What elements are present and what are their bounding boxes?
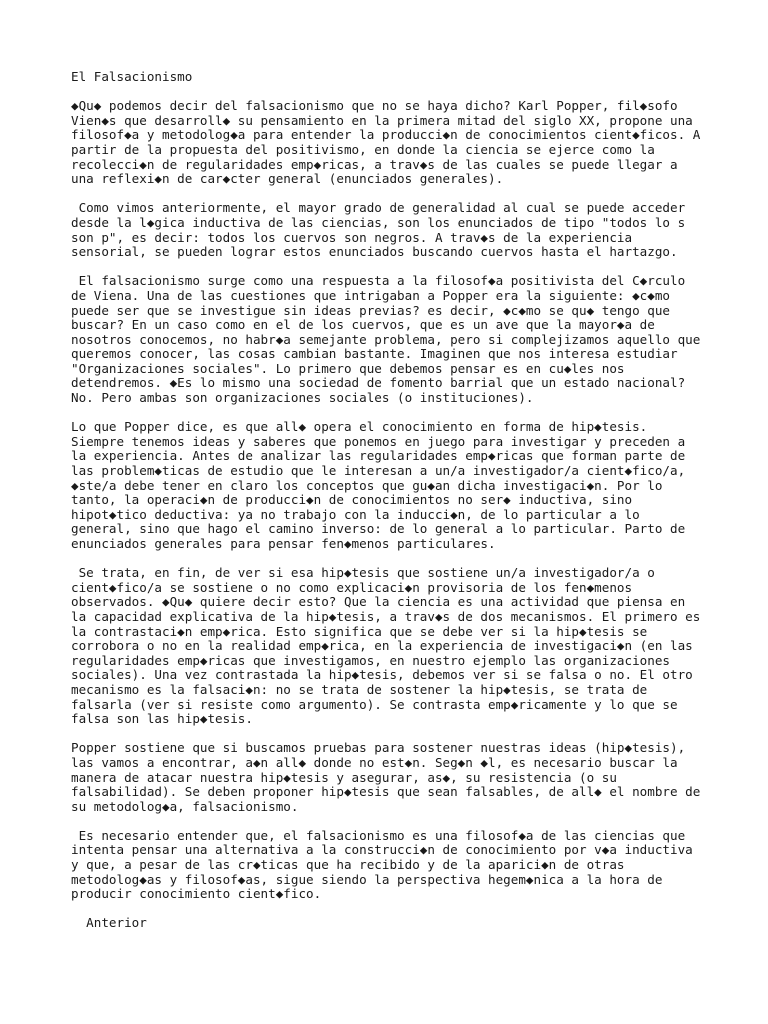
paragraph-line: de Viena. Una de las cuestiones que intrigaban a Popper era la siguiente: ◆c◆mo xyxy=(71,287,670,303)
paragraph-line: metodolog◆as y filosof◆as, sigue siendo la perspectiva hegem◆nica a la hora de xyxy=(71,871,663,887)
paragraph-line: intenta pensar una alternativa a la construcci◆n de conocimiento por v◆a inductiva xyxy=(71,842,693,858)
paragraph-line: nosotros conocemos, no habr◆a semejante problema, pero si complejizamos aquello que xyxy=(71,331,701,347)
paragraph-line: Es necesario entender que, el falsacionismo es una filosof◆a de las ciencias que xyxy=(71,827,686,843)
paragraph-line: son p", es decir: todos los cuervos son negros. A trav◆s de la experiencia xyxy=(71,229,633,245)
paragraph-line: Se trata, en fin, de ver si esa hip◆tesis que sostiene un/a investigador/a o xyxy=(71,565,655,581)
spacer xyxy=(71,727,711,742)
spacer xyxy=(71,902,711,917)
paragraph-line: su metodolog◆a, falsacionismo. xyxy=(71,798,299,814)
paragraph-line: la capacidad explicativa de la hip◆tesis, a trav◆s de dos mecanismos. El primero es xyxy=(71,608,701,624)
paragraph-line: la experiencia. Antes de analizar las regularidades emp◆ricas que forman parte de xyxy=(71,448,686,464)
paragraph xyxy=(71,420,711,551)
spacer xyxy=(71,552,711,567)
paragraph-line: corrobora o no en la realidad emp◆rica, en la experiencia de investigaci◆n (en las xyxy=(71,638,693,654)
paragraph-line: puede ser que se investigue sin ideas previas? es decir, ◆c◆mo se qu◆ tengo que xyxy=(71,302,670,318)
spacer xyxy=(71,187,711,202)
paragraph xyxy=(71,741,711,814)
paragraphs-container xyxy=(71,99,711,916)
paragraph xyxy=(71,201,711,259)
document-body xyxy=(71,70,711,931)
paragraph-line: No. Pero ambas son organizaciones sociales (o instituciones). xyxy=(71,390,534,406)
paragraph-line: detendremos. ◆Es lo mismo una sociedad de fomento barrial que un estado nacional? xyxy=(71,375,686,391)
paragraph-line: tanto, la operaci◆n de producci◆n de conocimientos no ser◆ inductiva, sino xyxy=(71,492,633,508)
paragraph-line: falsabilidad). Se deben proponer hip◆tesis que sean falsables, de all◆ el nombre de xyxy=(71,784,701,800)
paragraph-line: Lo que Popper dice, es que all◆ opera el conocimiento en forma de hip◆tesis. xyxy=(71,419,648,435)
paragraph-line: producir conocimiento cient◆fico. xyxy=(71,886,322,902)
paragraph-line: buscar? En un caso como en el de los cuervos, que es un ave que la mayor◆a de xyxy=(71,317,655,333)
paragraph xyxy=(71,274,711,405)
paragraph-line: la contrastaci◆n emp◆rica. Esto significa que se debe ver si la hip◆tesis se xyxy=(71,623,648,639)
paragraph-line: regularidades emp◆ricas que investigamos, en nuestro ejemplo las organizaciones xyxy=(71,652,670,668)
paragraph-line: ◆Qu◆ podemos decir del falsacionismo que no se haya dicho? Karl Popper, fil◆sofo xyxy=(71,98,678,114)
paragraph-line: recolecci◆n de regularidades emp◆ricas, a trav◆s de las cuales se puede llegar a xyxy=(71,156,678,172)
spacer xyxy=(71,406,711,421)
paragraph-line: desde la l◆gica inductiva de las ciencias, son los enunciados de tipo "todos lo s xyxy=(71,214,686,230)
paragraph-line: y que, a pesar de las cr◆ticas que ha recibido y de la aparici◆n de otras xyxy=(71,857,625,873)
paragraph-line: mecanismo es la falsaci◆n: no se trata de sostener la hip◆tesis, se trata de xyxy=(71,681,648,697)
paragraph-line: "Organizaciones sociales". Lo primero que debemos pensar es en cu◆les nos xyxy=(71,360,625,376)
paragraph-line: hipot◆tico deductiva: ya no trabajo con la inducci◆n, de lo particular a lo xyxy=(71,506,640,522)
paragraph-line: observados. ◆Qu◆ quiere decir esto? Que la ciencia es una actividad que piensa en xyxy=(71,594,686,610)
previous-link[interactable]: Anterior xyxy=(71,915,147,931)
paragraph-line: una reflexi◆n de car◆cter general (enunciados generales). xyxy=(71,171,504,187)
paragraph-line: partir de la propuesta del positivismo, en donde la ciencia se ejerce como la xyxy=(71,141,655,157)
paragraph xyxy=(71,99,711,187)
spacer xyxy=(71,85,711,100)
paragraph-line: manera de atacar nuestra hip◆tesis y asegurar, as◆, su resistencia (o su xyxy=(71,769,617,785)
spacer xyxy=(71,260,711,275)
document-title: El Falsacionismo xyxy=(71,69,193,84)
paragraph-line: filosof◆a y metodolog◆a para entender la producci◆n de conocimientos cient◆ficos. A xyxy=(71,127,701,143)
paragraph-line: sociales). Una vez contrastada la hip◆tesis, debemos ver si se falsa o no. El otro xyxy=(71,667,693,683)
paragraph-line: las problem◆ticas de estudio que le interesan a un/a investigador/a cient◆fico/a, xyxy=(71,463,686,479)
paragraph-line: cient◆fico/a se sostiene o no como explicaci◆n provisoria de los fen◆menos xyxy=(71,579,633,595)
paragraph-line: queremos conocer, las cosas cambian bastante. Imaginen que nos interesa estudiar xyxy=(71,346,678,362)
spacer xyxy=(71,814,711,829)
paragraph xyxy=(71,566,711,727)
paragraph xyxy=(71,829,711,902)
paragraph-line: sensorial, se pueden lograr estos enunciados buscando cuervos hasta el hartazgo. xyxy=(71,244,678,260)
paragraph-line: falsarla (ver si resiste como argumento). Se contrasta emp◆ricamente y lo que se xyxy=(71,696,678,712)
paragraph-line: general, sino que hago el camino inverso: de lo general a lo particular. Parto de xyxy=(71,521,686,537)
paragraph-line: Popper sostiene que si buscamos pruebas para sostener nuestras ideas (hip◆tesis), xyxy=(71,740,686,756)
paragraph-line: El falsacionismo surge como una respuesta a la filosof◆a positivista del C◆rculo xyxy=(71,273,686,289)
paragraph-line: enunciados generales para pensar fen◆menos particulares. xyxy=(71,536,496,551)
paragraph-line: Vien◆s que desarroll◆ su pensamiento en la primera mitad del siglo XX, propone una xyxy=(71,112,693,128)
paragraph-line: Siempre tenemos ideas y saberes que ponemos en juego para investigar y preceden a xyxy=(71,433,686,449)
paragraph-line: falsa son las hip◆tesis. xyxy=(71,711,253,727)
paragraph-line: las vamos a encontrar, a◆n all◆ donde no est◆n. Seg◆n ◆l, es necesario buscar la xyxy=(71,754,678,770)
paragraph-line: Como vimos anteriormente, el mayor grado de generalidad al cual se puede acceder xyxy=(71,200,686,216)
paragraph-line: ◆ste/a debe tener en claro los conceptos que gu◆an dicha investigaci◆n. Por lo xyxy=(71,477,663,493)
